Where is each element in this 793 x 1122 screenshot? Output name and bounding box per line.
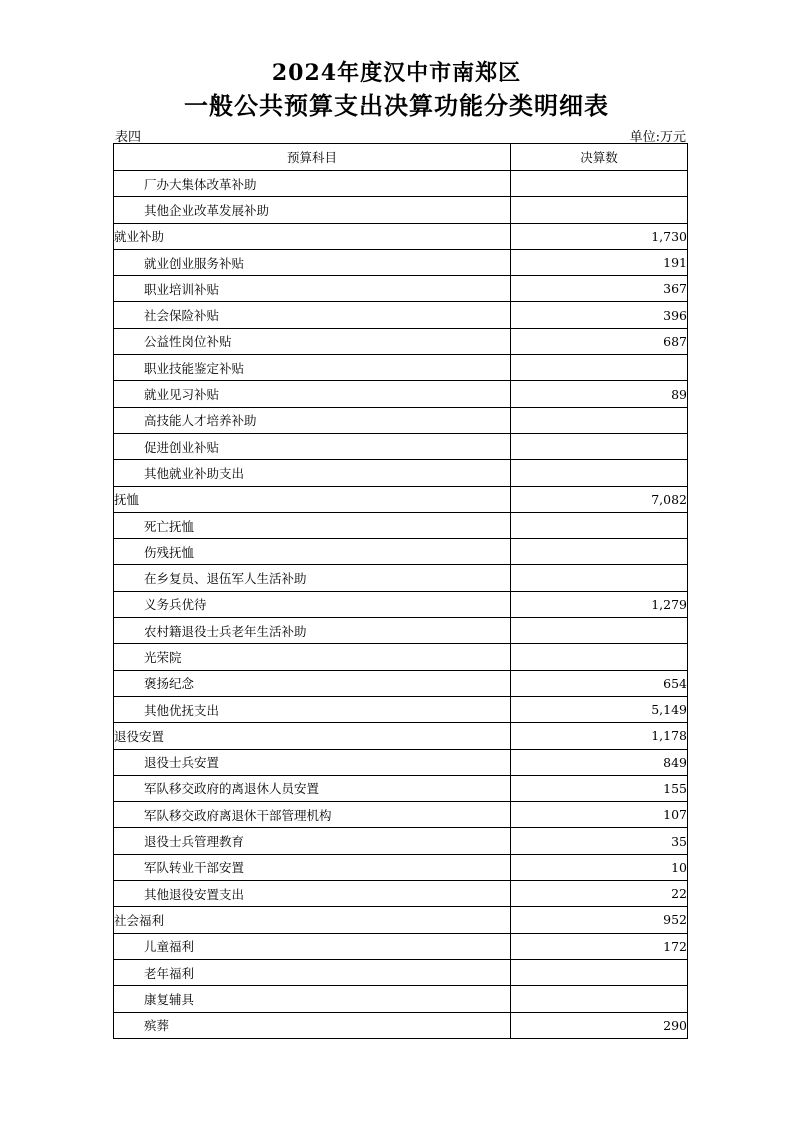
table-body bbox=[114, 171, 688, 1039]
table-row bbox=[114, 539, 688, 565]
table-row bbox=[114, 907, 688, 933]
row-item-name: 促进创业补贴 bbox=[114, 433, 511, 459]
table-row bbox=[114, 381, 688, 407]
row-item-name: 儿童福利 bbox=[114, 933, 511, 959]
table-row bbox=[114, 854, 688, 880]
row-amount bbox=[511, 959, 688, 985]
row-item-name: 抚恤 bbox=[114, 486, 511, 512]
table-row bbox=[114, 197, 688, 223]
header-amount: 决算数 bbox=[511, 144, 688, 171]
table-row bbox=[114, 171, 688, 197]
row-item-name: 军队移交政府的离退休人员安置 bbox=[114, 775, 511, 801]
table-row bbox=[114, 802, 688, 828]
row-amount bbox=[511, 355, 688, 381]
table-row bbox=[114, 276, 688, 302]
row-item-name: 职业技能鉴定补贴 bbox=[114, 355, 511, 381]
row-amount: 155 bbox=[511, 775, 688, 801]
table-row bbox=[114, 249, 688, 275]
document-title-line2: 一般公共预算支出决算功能分类明细表 bbox=[184, 91, 609, 120]
unit-label: 单位:万元 bbox=[629, 130, 686, 145]
row-amount bbox=[511, 171, 688, 197]
row-item-name: 退役士兵安置 bbox=[114, 749, 511, 775]
row-amount: 5,149 bbox=[511, 696, 688, 722]
row-amount: 1,279 bbox=[511, 591, 688, 617]
row-item-name: 其他就业补助支出 bbox=[114, 460, 511, 486]
row-item-name: 厂办大集体改革补助 bbox=[114, 171, 511, 197]
row-item-name: 高技能人才培养补助 bbox=[114, 407, 511, 433]
row-amount: 191 bbox=[511, 249, 688, 275]
row-item-name: 褒扬纪念 bbox=[114, 670, 511, 696]
row-item-name: 军队移交政府离退休干部管理机构 bbox=[114, 802, 511, 828]
row-amount: 10 bbox=[511, 854, 688, 880]
table-row bbox=[114, 933, 688, 959]
row-amount: 654 bbox=[511, 670, 688, 696]
table-row bbox=[114, 881, 688, 907]
row-amount: 290 bbox=[511, 1012, 688, 1038]
row-amount: 367 bbox=[511, 276, 688, 302]
header-item: 预算科目 bbox=[114, 144, 511, 171]
row-item-name: 其他退役安置支出 bbox=[114, 881, 511, 907]
row-item-name: 死亡抚恤 bbox=[114, 512, 511, 538]
row-amount bbox=[511, 644, 688, 670]
document-title-line1: 2024年度汉中市南郑区 bbox=[271, 60, 522, 86]
row-item-name: 伤残抚恤 bbox=[114, 539, 511, 565]
table-row bbox=[114, 486, 688, 512]
table-row bbox=[114, 591, 688, 617]
row-amount bbox=[511, 565, 688, 591]
table-row bbox=[114, 696, 688, 722]
row-amount bbox=[511, 986, 688, 1012]
row-amount: 687 bbox=[511, 328, 688, 354]
row-amount: 7,082 bbox=[511, 486, 688, 512]
table-row bbox=[114, 644, 688, 670]
table-row bbox=[114, 302, 688, 328]
row-item-name: 在乡复员、退伍军人生活补助 bbox=[114, 565, 511, 591]
row-amount bbox=[511, 539, 688, 565]
row-item-name: 其他优抚支出 bbox=[114, 696, 511, 722]
row-item-name: 社会保险补贴 bbox=[114, 302, 511, 328]
row-item-name: 农村籍退役士兵老年生活补助 bbox=[114, 618, 511, 644]
row-amount: 1,178 bbox=[511, 723, 688, 749]
row-item-name: 职业培训补贴 bbox=[114, 276, 511, 302]
row-amount: 22 bbox=[511, 881, 688, 907]
table-row bbox=[114, 512, 688, 538]
table-row bbox=[114, 749, 688, 775]
row-amount bbox=[511, 407, 688, 433]
row-item-name: 老年福利 bbox=[114, 959, 511, 985]
row-item-name: 就业见习补贴 bbox=[114, 381, 511, 407]
row-amount bbox=[511, 460, 688, 486]
row-item-name: 就业补助 bbox=[114, 223, 511, 249]
row-amount: 1,730 bbox=[511, 223, 688, 249]
table-row bbox=[114, 959, 688, 985]
row-item-name: 其他企业改革发展补助 bbox=[114, 197, 511, 223]
budget-table bbox=[113, 143, 688, 1039]
table-row bbox=[114, 1012, 688, 1038]
row-amount: 849 bbox=[511, 749, 688, 775]
table-row bbox=[114, 407, 688, 433]
table-row bbox=[114, 723, 688, 749]
table-row bbox=[114, 775, 688, 801]
row-amount: 396 bbox=[511, 302, 688, 328]
row-amount bbox=[511, 197, 688, 223]
row-item-name: 就业创业服务补贴 bbox=[114, 249, 511, 275]
row-amount bbox=[511, 512, 688, 538]
table-row bbox=[114, 986, 688, 1012]
row-item-name: 殡葬 bbox=[114, 1012, 511, 1038]
table-header-row bbox=[114, 144, 688, 171]
row-amount: 172 bbox=[511, 933, 688, 959]
table-row bbox=[114, 328, 688, 354]
row-item-name: 退役士兵管理教育 bbox=[114, 828, 511, 854]
table-row bbox=[114, 828, 688, 854]
row-item-name: 军队转业干部安置 bbox=[114, 854, 511, 880]
row-item-name: 退役安置 bbox=[114, 723, 511, 749]
table-row bbox=[114, 223, 688, 249]
table-row bbox=[114, 355, 688, 381]
table-row bbox=[114, 670, 688, 696]
row-amount: 107 bbox=[511, 802, 688, 828]
table-row bbox=[114, 618, 688, 644]
row-amount: 35 bbox=[511, 828, 688, 854]
row-item-name: 公益性岗位补贴 bbox=[114, 328, 511, 354]
row-amount: 952 bbox=[511, 907, 688, 933]
table-row bbox=[114, 460, 688, 486]
table-row bbox=[114, 565, 688, 591]
row-amount bbox=[511, 618, 688, 644]
row-item-name: 社会福利 bbox=[114, 907, 511, 933]
table-number-label: 表四 bbox=[115, 130, 142, 145]
row-item-name: 义务兵优待 bbox=[114, 591, 511, 617]
row-item-name: 光荣院 bbox=[114, 644, 511, 670]
table-row bbox=[114, 433, 688, 459]
row-amount bbox=[511, 433, 688, 459]
row-item-name: 康复辅具 bbox=[114, 986, 511, 1012]
row-amount: 89 bbox=[511, 381, 688, 407]
